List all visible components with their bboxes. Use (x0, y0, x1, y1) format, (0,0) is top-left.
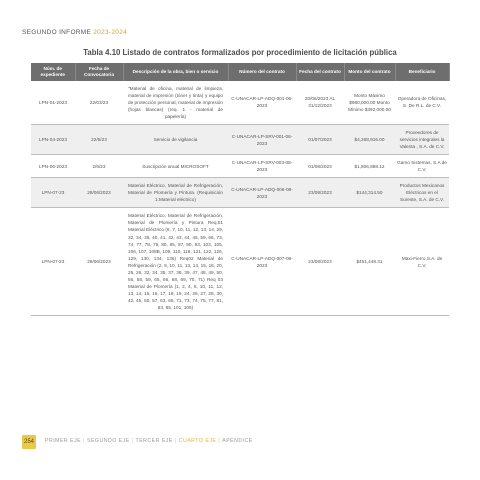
nav-link-apendice[interactable]: APÉNDICE (222, 438, 253, 444)
report-header (22, 29, 127, 36)
cell-fecha-contrato: 20/06/2023 AL 31/12/2023 (296, 81, 344, 125)
cell-expediente: LPN-07-23 (31, 208, 75, 316)
cell-fecha-contrato: 23/08/2023 (296, 178, 344, 208)
cell-descripcion: Material Eléctrico, Material de Refrigeración, Material de Plomería y Pintura. (Requisición 1:Material eléctrico) (123, 178, 228, 208)
cell-descripcion: Suscripción anual MICROSOFT (123, 155, 228, 178)
cell-monto: $451,448.31 (344, 208, 395, 316)
column-header-fecha-convocatoria: Fecha de Convocatoria (75, 63, 123, 81)
nav-link-tercer-eje[interactable]: TERCER EJE (135, 438, 173, 444)
cell-descripcion: "Material de oficina, material de limpieza, material de impresión (tóner y tinta) y equipo de protección personal, material de impresión (hojas blancas) (req. 1 - material de papelería) (123, 81, 228, 125)
cell-expediente: LPN-07-23 (31, 178, 75, 208)
cell-fecha-convocatoria: 22/03/23 (75, 81, 123, 125)
cell-descripcion: Material Eléctrico, Material de Refrigeración, Material de Plomería y Pintura Req.01 Material Eléctrico (6, 7, 10, 11, 12, 13, 14, 29, 32, 34, 35, 40, 41, 42, 43, 44, 45, 59, 66, 73, 74, 77, 78, 79, 80, 85, 87, 90, 93, 103, 105, 106, 107, 108B, 109, 110, 118, 121, 122, 126, 129, 130, 134, 136) Req02 Material de Refrigeración (2, 9, 10, 11, 13, 14, 15, 16, 20, 25, 26, 32, 34, 35, 37, 38, 39, 47, 48, 49, 50, 56, 58, 59, 65, 66, 68, 69, 70, 71) Req 03 Material de Plomería (1, 2, 4, 6, 10, 11, 12, 13, 14, 15, 16, 17, 18, 19, 24, 26, 27, 28, 30, 42, 45, 50, 57, 63, 65, 71, 73, 74, 75, 77, 81, 83, 85, 101, 105) (123, 208, 228, 316)
table-header-row (31, 63, 449, 81)
cell-beneficiario: Operadora de Oficinas, S. De R.L. de C.V. (395, 81, 449, 125)
nav-link-segundo-eje[interactable]: SEGUNDO EJE (87, 438, 130, 444)
page-footer (0, 433, 480, 451)
footer-section-nav (45, 438, 253, 444)
table-row (31, 178, 449, 208)
cell-beneficiario: Maxi-Fierro,S.A. de C.V. (395, 208, 449, 316)
cell-expediente: LPN-04-2023 (31, 124, 75, 154)
cell-numero-contrato: C-UNACAR-LP-SRV-003-08-2023 (228, 155, 296, 178)
nav-separator: | (83, 438, 85, 444)
nav-link-cuarto-eje[interactable]: CUARTO EJE (178, 438, 217, 444)
nav-separator: | (131, 438, 134, 444)
cell-numero-contrato: C-UNACAR-LP-ADQ-007-08-2023 (228, 208, 296, 316)
nav-link-primer-eje[interactable]: PRIMER EJE (45, 438, 82, 444)
cell-expediente: LPN-06-2023 (31, 155, 75, 178)
cell-expediente: LPN-01-2023 (31, 81, 75, 125)
column-header-monto: Monto del contrato (344, 63, 395, 81)
cell-fecha-contrato: 01/08/2023 (296, 155, 344, 178)
nav-separator: | (174, 438, 177, 444)
cell-fecha-contrato: 23/08/2023 (296, 208, 344, 316)
cell-numero-contrato: C-UNACAR-LP-SRV-001-06-2023 (228, 124, 296, 154)
table-row (31, 155, 449, 178)
column-header-descripcion: Descripción de la obra, bien o servicio (123, 63, 228, 81)
cell-monto: $4,268,916.00 (344, 124, 395, 154)
cell-monto: $144,314.50 (344, 178, 395, 208)
nav-separator: | (218, 438, 221, 444)
cell-monto: $1,806,888.12 (344, 155, 395, 178)
cell-monto: Monto Máximo $980,000.00 Monto Mínimo $392,000.00 (344, 81, 395, 125)
report-header-label: SEGUNDO INFORME (22, 29, 92, 36)
page-number: 254 (22, 435, 36, 449)
cell-beneficiario: Gamo Sistemas, S.A de C.V. (395, 155, 449, 178)
column-header-expediente: Núm. de expediente (31, 63, 75, 81)
table-row (31, 81, 449, 125)
cell-numero-contrato: C-UNACAR-LP-ADQ-006-08-2023 (228, 178, 296, 208)
column-header-beneficiario: Beneficiario (395, 63, 449, 81)
cell-fecha-convocatoria: 28/06/2023 (75, 208, 123, 316)
cell-fecha-convocatoria: 22/5/23 (75, 124, 123, 154)
cell-beneficiario: Proveedores de servicios integrales la Valenta , S.A. de C.V. (395, 124, 449, 154)
cell-beneficiario: Productos Mexicanos Eléctricos en el Sureste, S.A. de C.V. (395, 178, 449, 208)
cell-numero-contrato: C-UNACAR-LP-ADQ-001-06-2023 (228, 81, 296, 125)
column-header-fecha-contrato: Fecha del contrato (296, 63, 344, 81)
cell-fecha-convocatoria: 28/06/2023 (75, 178, 123, 208)
report-header-year: 2023-2024 (93, 29, 128, 36)
table-row (31, 208, 449, 316)
cell-fecha-convocatoria: 2/6/23 (75, 155, 123, 178)
table-title: Tabla 4.10 Listado de contratos formalizados por procedimiento de licitación pública (83, 48, 397, 57)
column-header-numero-contrato: Número del contrato (228, 63, 296, 81)
cell-fecha-contrato: 01/07/2023 (296, 124, 344, 154)
contracts-table (31, 63, 450, 316)
cell-descripcion: Servicio de vigilancia (123, 124, 228, 154)
table-row (31, 124, 449, 154)
